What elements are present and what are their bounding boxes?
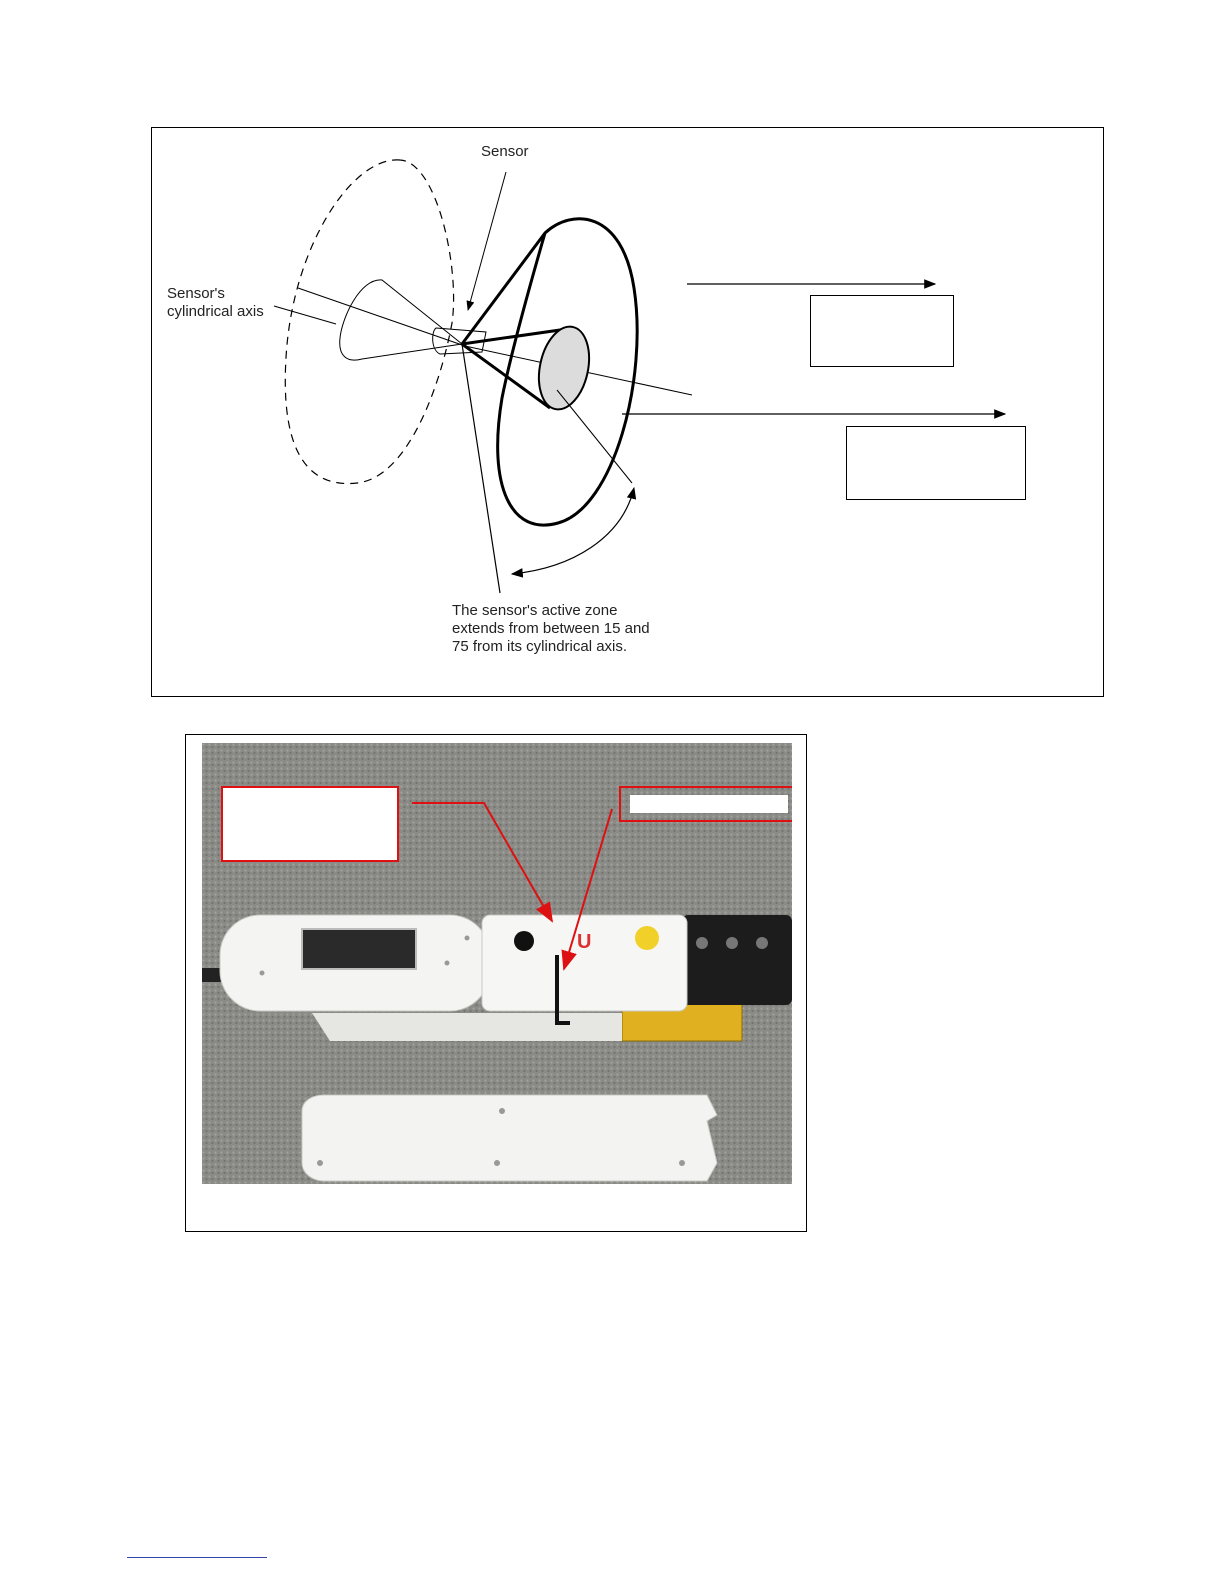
base-plate <box>312 1013 622 1041</box>
black-connector <box>682 915 792 1005</box>
sensor-pointer-line <box>468 172 506 310</box>
diagram-callout-box-1 <box>810 295 954 367</box>
axis-label-pointer <box>274 306 336 324</box>
sensor-housing-photo-frame <box>185 734 807 1232</box>
angle-arc <box>512 488 634 574</box>
detached-cover <box>302 1095 717 1181</box>
sensor-housing-photo <box>202 743 792 1184</box>
rear-cone <box>340 280 462 360</box>
photo-callout-box-1 <box>222 787 398 861</box>
diagram-callout-box-2 <box>846 426 1026 500</box>
yellow-button <box>635 926 659 950</box>
active-zone-caption: The sensor's active zone extends from between 15 and 75 from its cylindrical axis. <box>452 602 650 655</box>
housing-hole <box>514 931 534 951</box>
cylindrical-axis-label: Sensor's cylindrical axis <box>167 285 264 320</box>
sensor-zone-diagram <box>151 127 1104 697</box>
rear-zone-dashed-outline <box>285 160 453 484</box>
footnote-separator <box>127 1557 267 1558</box>
svg-text:U: U <box>577 931 592 953</box>
front-zone-edge <box>462 344 500 593</box>
housing-window <box>302 929 416 969</box>
housing-right <box>482 915 687 1011</box>
sensor-label: Sensor <box>481 143 529 160</box>
cylindrical-axis-line <box>298 288 465 346</box>
